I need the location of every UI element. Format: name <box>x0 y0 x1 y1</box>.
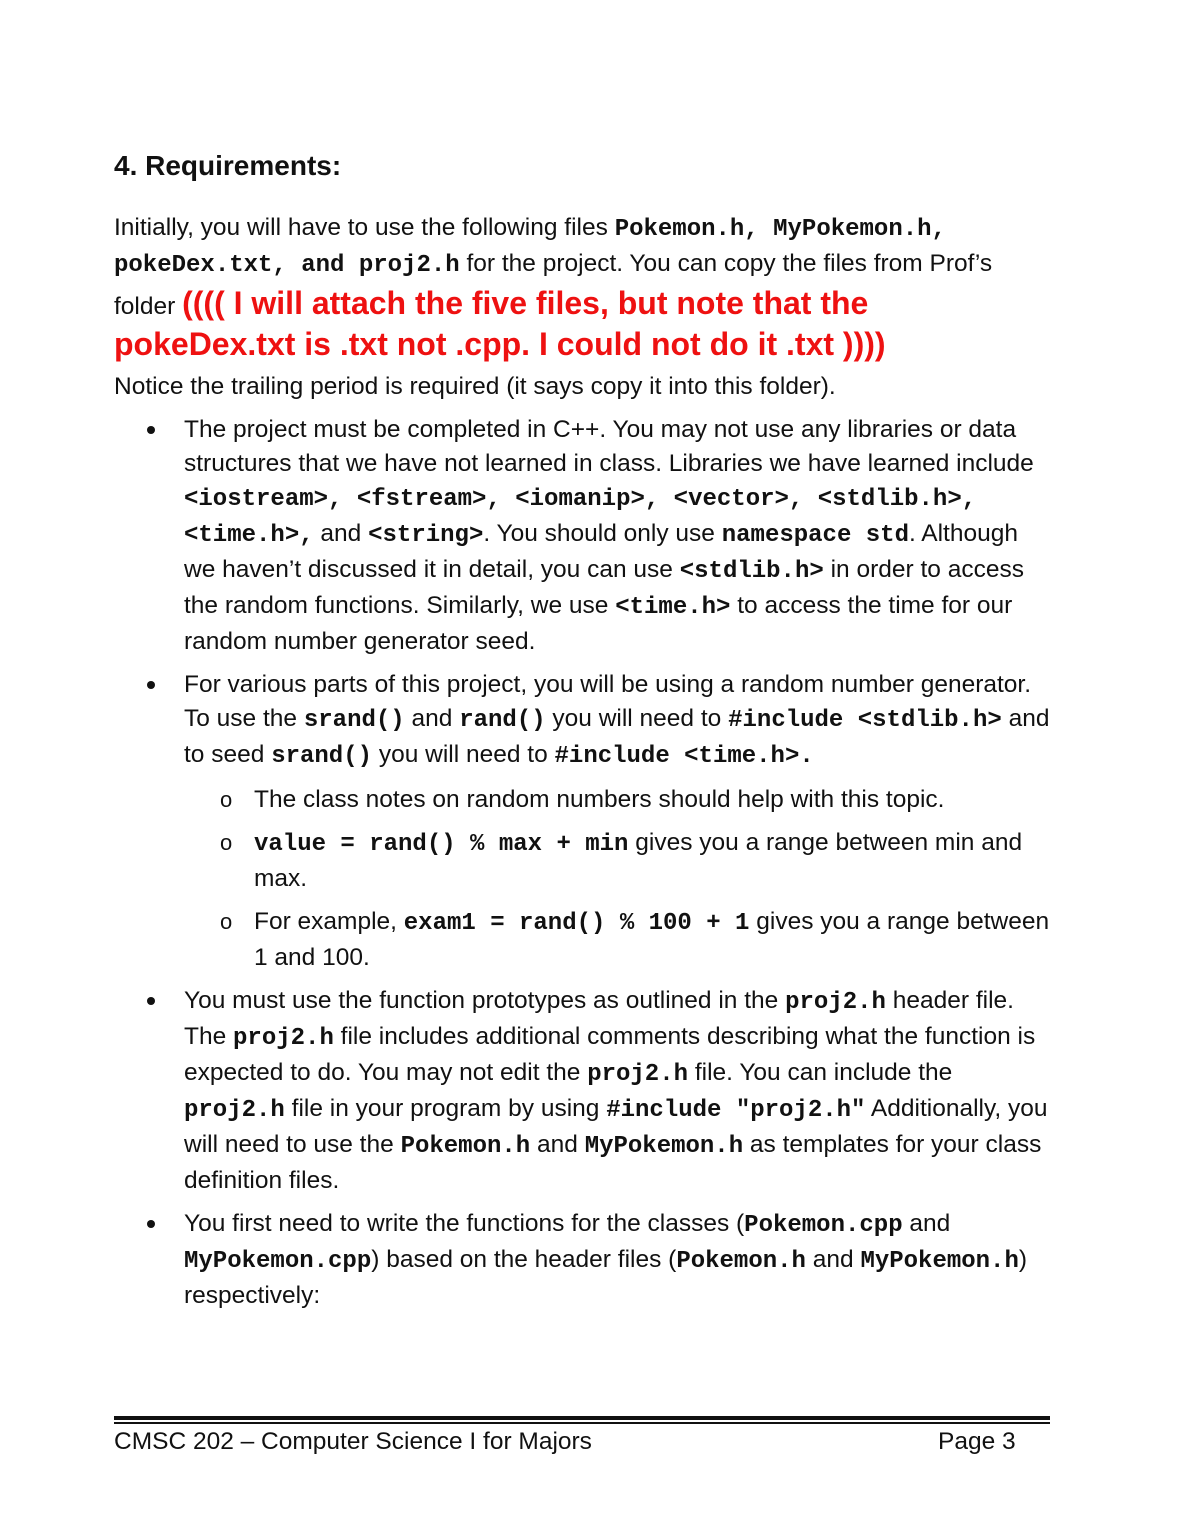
list-item: For various parts of this project, you will be using a random number generator. To use the srand() and rand() you will need to #include <stdlib.h> and to seed srand() you will need to #include <time.h>. <box>114 668 1054 774</box>
footer-divider <box>114 1416 1050 1420</box>
sub-bullet-icon: o <box>220 909 233 934</box>
libraries-code: <iostream>, <fstream>, <iomanip>, <vector>, <stdlib.h>, <time.h>, <box>184 486 977 549</box>
intro-text-1: Initially, you will have to use the following files <box>114 214 615 241</box>
sub-bullet-icon: o <box>220 787 233 812</box>
list-item: You must use the function prototypes as outlined in the proj2.h header file. The proj2.h file includes additional comments describing what the function is expected to do. You may not edit the proj2.h file. You can include the proj2.h file in your program by using #include "proj2.h" Additionally, you will need to use the Pokemon.h and MyPokemon.h as templates for your class definition files. <box>114 984 1054 1198</box>
intro-paragraph <box>114 211 1054 365</box>
sub-list-item: o The class notes on random numbers should help with this topic. <box>114 783 1054 817</box>
intro-files: Pokemon.h, MyPokemon.h, pokeDex.txt, and proj2.h <box>114 216 946 279</box>
list-item: You first need to write the functions for the classes (Pokemon.cpp and MyPokemon.cpp) based on the header files (Pokemon.h and MyPokemon.h) respectively: <box>114 1207 1054 1313</box>
bullet-icon <box>147 1220 155 1228</box>
sub-bullet-icon: o <box>220 830 233 855</box>
red-note: (((( I will attach the five files, but note that the pokeDex.txt is .txt not .cpp. I could not do it .txt )))) <box>114 285 886 362</box>
bullet-icon <box>147 681 155 689</box>
page-number: Page 3 <box>938 1428 1016 1455</box>
footer-divider <box>114 1422 1050 1424</box>
bullet-icon <box>147 426 155 434</box>
requirements-list <box>114 413 1054 1322</box>
sub-list-item: o For example, exam1 = rand() % 100 + 1 gives you a range between 1 and 100. <box>114 905 1054 975</box>
notice-text: Notice the trailing period is required (it says copy it into this folder). <box>114 373 836 400</box>
bullet-icon <box>147 997 155 1005</box>
sub-list-item: o value = rand() % max + min gives you a range between min and max. <box>114 826 1054 896</box>
footer-course: CMSC 202 – Computer Science I for Majors <box>114 1428 592 1455</box>
section-heading: 4. Requirements: <box>114 150 342 181</box>
list-item: The project must be completed in C++. You may not use any libraries or data structures that we have not learned in class. Libraries we have learned include <iostream>, <fstream>, <iomanip>, <vector>, <stdlib.h>, <time.h>, and <string>. You should only use namespace std. Although we haven’t discussed it in detail, you can use <stdlib.h> in order to access the random functions. Similarly, we use <time.h> to access the time for our random number generator seed. <box>114 413 1054 659</box>
intro-text-2: for the project. You can copy the files from Prof’s folder <box>114 250 993 320</box>
